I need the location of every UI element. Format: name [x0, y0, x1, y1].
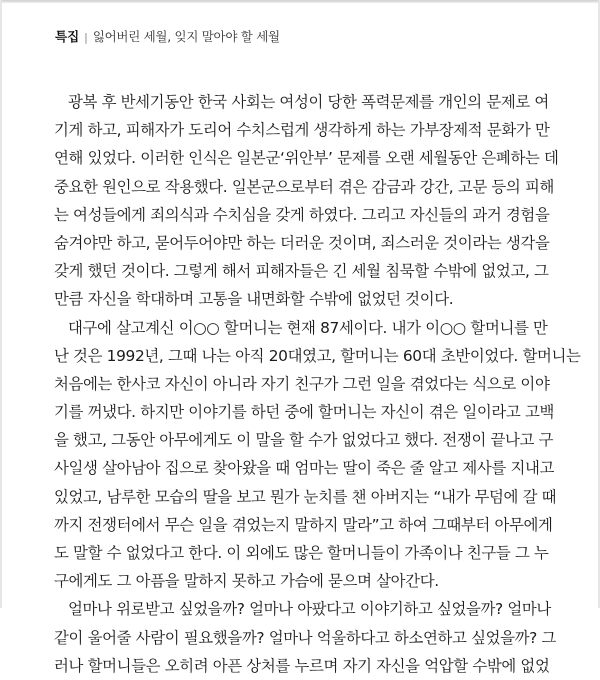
text-line: 난 것은 1992년, 그때 나는 아직 20대였고, 할머니는 60대 초반이었다. 할머니는 [54, 346, 581, 365]
paragraph-2 [54, 314, 581, 596]
text-line: 광복 후 반세기동안 한국 사회는 여성이 당한 폭력문제를 개인의 문제로 여 [68, 93, 549, 111]
text-line: 만큼 자신을 학대하며 고통을 내면화할 수밖에 없었던 것이다. [54, 290, 454, 309]
running-head [55, 28, 280, 47]
text-line: 도 말할 수 없었다고 한다. 이 외에도 많은 할머니들이 가족이나 친구들 그 누 [54, 544, 549, 562]
text-line: 갖게 했던 것이다. 그렇게 해서 피해자들은 긴 세월 침묵할 수밖에 없었고, 그 [54, 262, 549, 281]
page-top-border [0, 0, 600, 3]
text-line: 같이 울어줄 사람이 필요했을까? 얼마나 억울하다고 하소연하고 싶었을까? 그 [54, 628, 557, 647]
text-line: 기게 하고, 피해자가 도리어 수치스럽게 생각하게 하는 가부장제적 문화가 만 [54, 121, 550, 140]
running-head-title: 잃어버린 세월, 잊지 말아야 할 세월 [92, 29, 280, 44]
text-line: 기를 꺼냈다. 하지만 이야기를 하던 중에 할머니는 자신이 겪은 일이라고 고백 [54, 403, 555, 422]
paragraph-1 [54, 88, 559, 314]
text-line: 연해 있었다. 이러한 인식은 일본군‘위안부’ 문제를 오랜 세월동안 은폐하는 데 [54, 149, 559, 168]
text-line: 구에게도 그 아픔을 말하지 못하고 가슴에 묻으며 살아간다. [54, 572, 439, 591]
text-line: 대구에 살고계신 이○○ 할머니는 현재 87세이다. 내가 이○○ 할머니를 만 [68, 318, 548, 337]
text-line: 얼마나 위로받고 싶었을까? 얼마나 아팠다고 이야기하고 싶었을까? 얼마나 [68, 600, 551, 619]
text-line: 처음에는 한사코 자신이 아니라 자기 친구가 그런 일을 겪었다는 식으로 이야 [54, 374, 550, 393]
text-line: 러나 할머니들은 오히려 아픈 상처를 누르며 자기 자신을 억압할 수밖에 없었 [54, 656, 550, 675]
text-line: 을 했고, 그동안 아무에게도 이 말을 할 수가 없었다고 했다. 전쟁이 끝나고 구 [54, 431, 554, 450]
article-body [54, 88, 581, 680]
text-line: 사일생 살아남아 집으로 찾아왔을 때 엄마는 딸이 죽은 줄 알고 제사를 지내고 [54, 459, 555, 478]
running-head-separator: | [84, 31, 88, 44]
page-left-border [0, 0, 2, 608]
text-line: 숨겨야만 하고, 묻어두어야만 하는 더러운 것이며, 죄스러운 것이라는 생각을 [54, 233, 550, 252]
text-line: 까지 전쟁터에서 무슨 일을 겪었는지 말하지 말라”고 하여 그때부터 아무에게 [54, 515, 553, 534]
text-line: 중요한 원인으로 작용했다. 일본군으로부터 겪은 감금과 강간, 고문 등의 피해 [54, 177, 555, 196]
text-line: 있었고, 남루한 모습의 딸을 보고 뭔가 눈치를 챈 아버지는 “내가 무덤에 갈 때 [54, 487, 557, 506]
paragraph-3 [54, 595, 557, 680]
text-line: 는 여성들에게 죄의식과 수치심을 갖게 하였다. 그리고 자신들의 과거 경험을 [54, 205, 550, 224]
running-head-section: 특집 [55, 29, 80, 44]
